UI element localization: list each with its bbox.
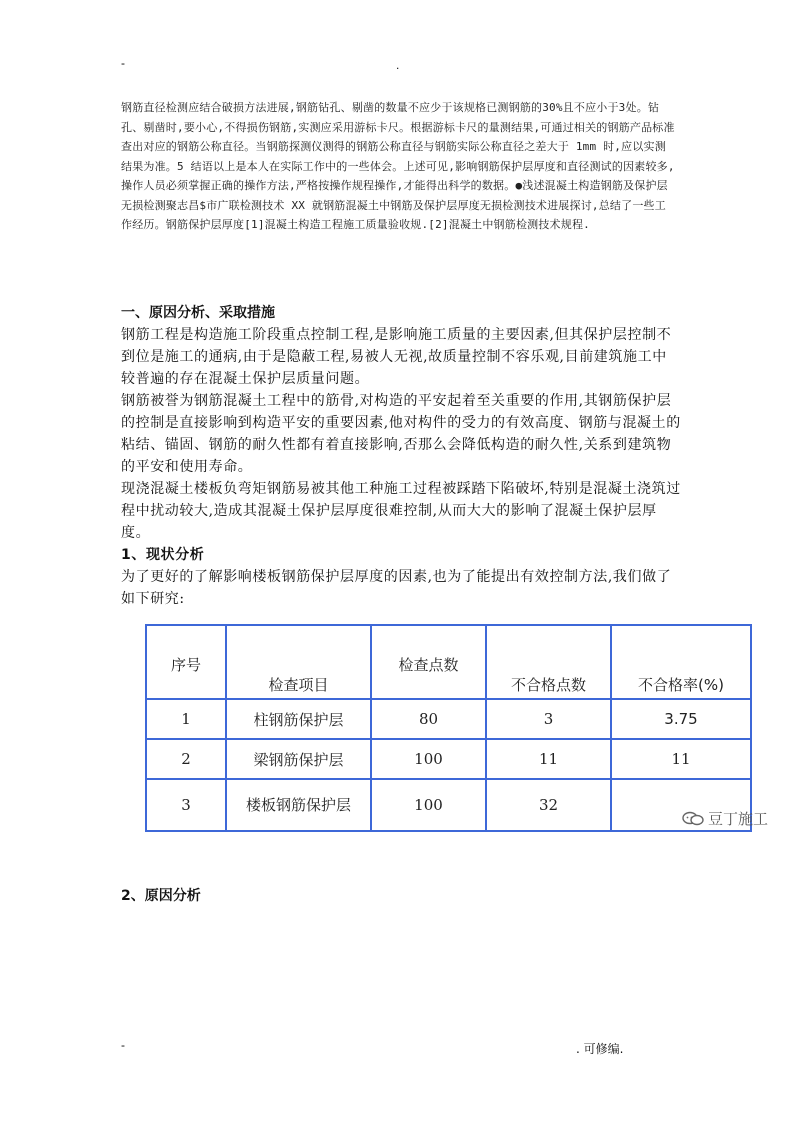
header-cell-fail-points: 不合格点数: [486, 625, 611, 699]
section-heading-1: 一、原因分析、采取措施: [121, 305, 275, 321]
header-cell-fail-rate: 不合格率(%): [611, 625, 751, 699]
chat-bubble-icon: [682, 811, 704, 827]
cell-index: 1: [146, 699, 226, 739]
subsection-1-text: 为了更好的了解影响楼板钢筋保护层厚度的因素,也为了能提出有效控制方法,我们做了如下研究:: [121, 569, 672, 607]
header-cell-item: 检查项目: [226, 625, 371, 699]
cell-item: 楼板钢筋保护层: [226, 779, 371, 831]
header-cell-index: 序号: [146, 625, 226, 699]
watermark-text: 豆丁施工: [708, 810, 769, 828]
watermark: [682, 808, 768, 829]
cell-item: 柱钢筋保护层: [226, 699, 371, 739]
table-row: [146, 739, 751, 779]
inspection-table-wrapper: [145, 624, 752, 832]
subsection-heading-2: 2、原因分析: [121, 888, 201, 904]
cell-index: 3: [146, 779, 226, 831]
paragraph-1: 钢筋工程是构造施工阶段重点控制工程,是影响施工质量的主要因素,但其保护层控制不到位是施工的通病,由于是隐蔽工程,易被人无视,故质量控制不容乐观,目前建筑施工中较普遍的存在混凝土保护层质量问题。: [121, 327, 672, 387]
footer-dash: -: [121, 1038, 125, 1052]
cell-fail-points: 32: [486, 779, 611, 831]
cell-fail-points: 3: [486, 699, 611, 739]
cell-points: 100: [371, 739, 486, 779]
header-dot: .: [396, 58, 400, 72]
footer-note: . 可修编.: [576, 1042, 624, 1056]
cell-item: 梁钢筋保护层: [226, 739, 371, 779]
header-cell-points: 检查点数: [371, 625, 486, 699]
cell-index: 2: [146, 739, 226, 779]
cell-fail-rate: 11: [611, 739, 751, 779]
inspection-table: [145, 624, 752, 832]
paragraph-2: 钢筋被誉为钢筋混凝土工程中的筋骨,对构造的平安起着至关重要的作用,其钢筋保护层的控制是直接影响到构造平安的重要因素,他对构件的受力的有效高度、钢筋与混凝土的粘结、锚固、钢筋的耐久性都有着直接影响,否那么会降低构造的耐久性,关系到建筑物的平安和使用寿命。: [121, 393, 681, 475]
cell-fail-rate: 3.75: [611, 699, 751, 739]
table-row: [146, 699, 751, 739]
paragraph-3: 现浇混凝土楼板负弯矩钢筋易被其他工种施工过程被踩踏下陷破坏,特别是混凝土浇筑过程中扰动较大,造成其混凝土保护层厚度很难控制,从而大大的影响了混凝土保护层厚度。: [121, 481, 681, 541]
section-body: [121, 324, 681, 610]
subsection-heading-1: 1、现状分析: [121, 547, 205, 563]
table-header-row: [146, 625, 751, 699]
cell-points: 80: [371, 699, 486, 739]
header-dash: -: [121, 56, 125, 70]
table-row: [146, 779, 751, 831]
intro-paragraph: 钢筋直径检测应结合破损方法进展,钢筋钻孔、剔凿的数量不应少于该规格已测钢筋的30%且不应小于3处。钻孔、剔凿时,要小心,不得损伤钢筋,实测应采用游标卡尺。根据游标卡尺的量测结果,可通过相关的钢筋产品标准查出对应的钢筋公称直径。当钢筋探测仪测得的钢筋公称直径与钢筋实际公称直径之差大于 1mm 时,应以实测结果为准。5 结语以上是本人在实际工作中的一些体会。上述可见,影响钢筋保护层厚度和直径测试的因素较多,操作人员必须掌握正确的操作方法,严格按操作规程操作,才能得出科学的数据。●浅述混凝土构造钢筋及保护层无损检测聚志昌$市广联检测技术 XX 就钢筋混凝土中钢筋及保护层厚度无损检测技术进展探讨,总结了一些工作经历。钢筋保护层厚度[1]混凝土构造工程施工质量验收规.[2]混凝土中钢筋检测技术规程.: [121, 101, 675, 231]
cell-fail-points: 11: [486, 739, 611, 779]
cell-points: 100: [371, 779, 486, 831]
